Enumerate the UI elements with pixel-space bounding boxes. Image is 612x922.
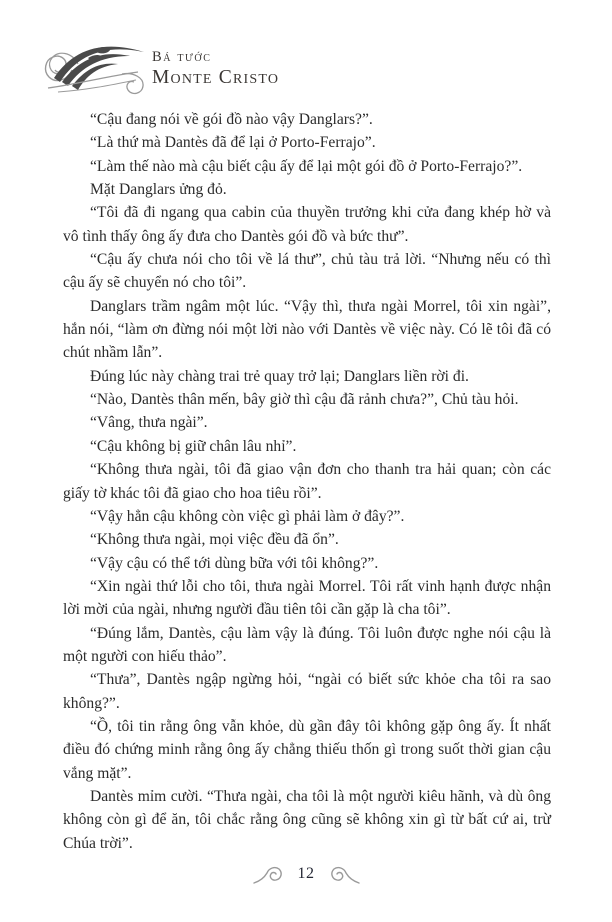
page-footer <box>0 860 612 888</box>
paragraph: “Vậy cậu có thể tới dùng bữa với tôi không?”. <box>90 554 379 572</box>
paragraph: “Nào, Dantès thân mến, bây giờ thì cậu đã rảnh chưa?”, Chủ tàu hỏi. <box>90 391 519 409</box>
series-title: Bá tước <box>152 49 212 65</box>
paragraph: “Ồ, tôi tin rằng ông vẫn khỏe, dù gần đây tôi không gặp ông ấy. Ít nhất điều đó chứng minh rằng ông ấy chẳng thiếu thốn gì trong suốt thời gian cậu vắng mặt”. <box>63 717 551 782</box>
page-header <box>0 0 612 100</box>
title-block <box>152 50 279 87</box>
paragraph: “Đúng lắm, Dantès, cậu làm vậy là đúng. Tôi luôn được nghe nói cậu là một người con hiếu thảo”. <box>63 624 551 665</box>
paragraph: “Xin ngài thứ lỗi cho tôi, thưa ngài Morrel. Tôi rất vinh hạnh được nhận lời mời của ngài, nhưng người đầu tiên tôi cần gặp là cha tôi”. <box>63 577 551 619</box>
paragraph: “Cậu không bị giữ chân lâu nhỉ”. <box>90 437 297 455</box>
paragraph: “Cậu ấy chưa nói cho tôi về lá thư”, chủ tàu trả lời. “Nhưng nếu có thì cậu ấy sẽ chuyển nó cho tôi”. <box>63 251 551 292</box>
paragraph: Dantès mỉm cười. “Thưa ngài, cha tôi là một người kiêu hãnh, và dù ông không còn gì để ăn, tôi chắc rằng ông cũng sẽ không xin gì từ bất cứ ai, trừ Chúa trời”. <box>63 787 551 852</box>
paragraph: “Là thứ mà Dantès đã để lại ở Porto-Ferrajo”. <box>90 134 376 152</box>
page-number: 12 <box>297 865 315 882</box>
paragraph: “Vậy hẳn cậu không còn việc gì phải làm ở đây?”. <box>90 507 405 525</box>
footer-swirl-left-icon <box>252 862 286 886</box>
paragraph: “Không thưa ngài, mọi việc đều đã ổn”. <box>90 531 339 549</box>
paragraph: “Tôi đã đi ngang qua cabin của thuyền trưởng khi cửa đang khép hờ và vô tình thấy ông ấy đưa cho Dantès gói đồ và bức thư”. <box>63 204 551 245</box>
paragraph: “Vâng, thưa ngài”. <box>90 414 208 432</box>
paragraph: “Không thưa ngài, tôi đã giao vận đơn cho thanh tra hải quan; còn các giấy tờ khác tôi đã giao cho hoa tiêu rồi”. <box>63 461 551 502</box>
footer-swirl-right-icon <box>327 862 361 886</box>
paragraph: Mặt Danglars ửng đỏ. <box>90 181 227 199</box>
flourish-ornament-icon <box>38 36 156 98</box>
paragraph: “Thưa”, Dantès ngập ngừng hỏi, “ngài có biết sức khỏe cha tôi ra sao không?”. <box>63 671 551 712</box>
page-text <box>63 108 551 855</box>
paragraph: “Cậu đang nói về gói đồ nào vậy Danglars?”. <box>90 111 373 128</box>
paragraph: “Làm thế nào mà cậu biết cậu ấy để lại một gói đồ ở Porto-Ferrajo?”. <box>90 157 523 175</box>
paragraph: Danglars trầm ngâm một lúc. “Vậy thì, thưa ngài Morrel, tôi xin ngài”, hắn nói, “làm ơn đừng nói một lời nào với Dantès về việc này. Có lẽ tôi đã có chút nhầm lẫn”. <box>63 297 551 362</box>
paragraph: Đúng lúc này chàng trai trẻ quay trở lại; Danglars liền rời đi. <box>90 367 469 385</box>
book-title: Monte Cristo <box>152 66 280 88</box>
